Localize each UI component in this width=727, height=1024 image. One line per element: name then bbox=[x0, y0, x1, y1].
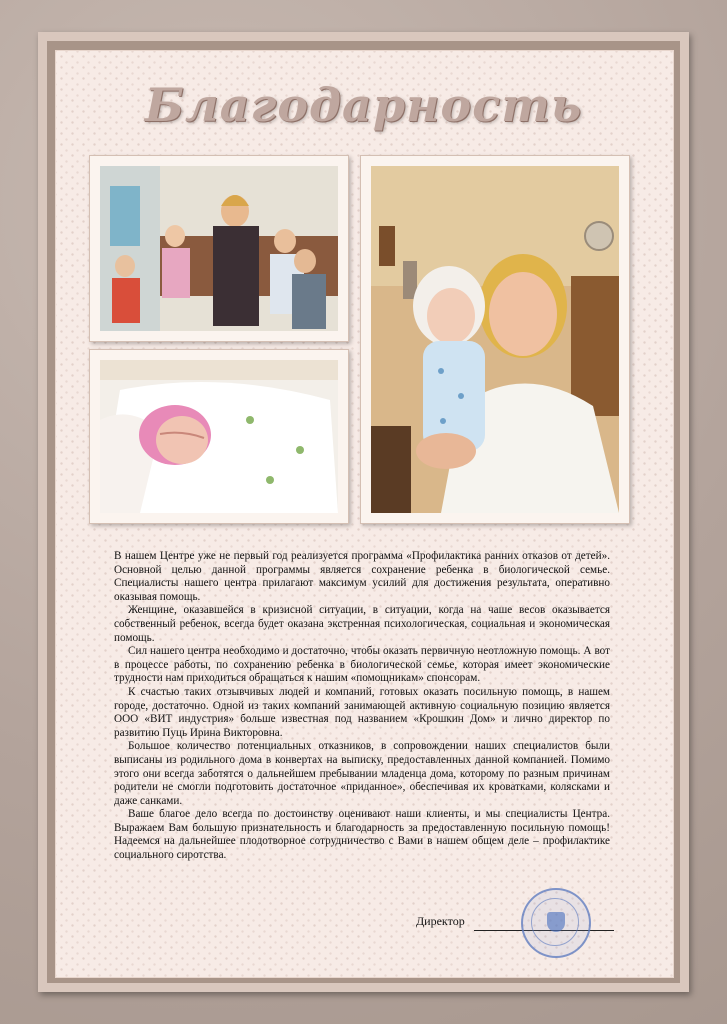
paragraph-crisis-help: Женщине, оказавшейся в кризисной ситуации, в ситуации, когда на чаше весов оказывается собственный ребенок, всегда будет оказана экстренная психологическая, социальная и экономическая помощь. bbox=[114, 604, 610, 644]
photo-woman-with-baby bbox=[360, 155, 630, 524]
paragraph-support-details: Большое количество потенциальных отказников, в сопровождении наших специалистов были выписаны из родильного дома в конвертах на выписку, предоставленных данной компанией. Помимо этого они всегда заботятся о дальнейшем пребывании младенца дома, которому по разным причинам родители не смогли подготовить достаточное «приданное», обеспечивая их кроватками, колясками и даже санками. bbox=[114, 740, 610, 807]
paragraph-sponsors: Сил нашего центра необходимо и достаточно, чтобы оказать первичную неотложную помощь. А вот в процессе работы, по сохранению ребенка в биологической семье, которая имеет экономические трудности нам приходиться обращаться к нашим «помощникам» спонсорам. bbox=[114, 645, 610, 685]
paragraph-gratitude: Ваше благое дело всегда по достоинству оценивают наши клиенты, и мы специалисты Центра. Выражаем Вам большую признательность и благодарность за предоставленную посильную помощь! Надеемся на дальнейшее плодотворное сотрудничество с Вами в нашем общем деле – профилактике социального сиротства. bbox=[114, 808, 610, 862]
group-photo-image bbox=[100, 166, 338, 331]
letter-body bbox=[114, 550, 610, 863]
page-title: Благодарность bbox=[144, 78, 583, 132]
paragraph-company: К счастью таких отзывчивых людей и компаний, готовых оказать посильную помощь, в нашем городе, достаточно. Одной из таких компаний занимающей активную социальную позицию является ООО «ВИТ индустрия» больше известная под названием «Крошкин Дом» и лично директор по развитию Пуць Ирина Викторовна. bbox=[114, 685, 610, 739]
photo-newborn bbox=[89, 349, 349, 524]
photo-group-children bbox=[89, 155, 349, 342]
woman-baby-photo-image bbox=[371, 166, 619, 513]
stamp-emblem-icon bbox=[547, 912, 565, 932]
official-stamp bbox=[521, 888, 591, 958]
newborn-photo-image bbox=[100, 360, 338, 513]
paragraph-intro: В нашем Центре уже не первый год реализуется программа «Профилактика ранних отказов от детей». Основной целью данной программы является сохранение ребенка в биологической семье. Специалисты нашего центра прилагают максимум усилий для достижения результата, оперативно оказывая помощь. bbox=[114, 550, 610, 603]
signature-label: Директор bbox=[416, 914, 465, 928]
